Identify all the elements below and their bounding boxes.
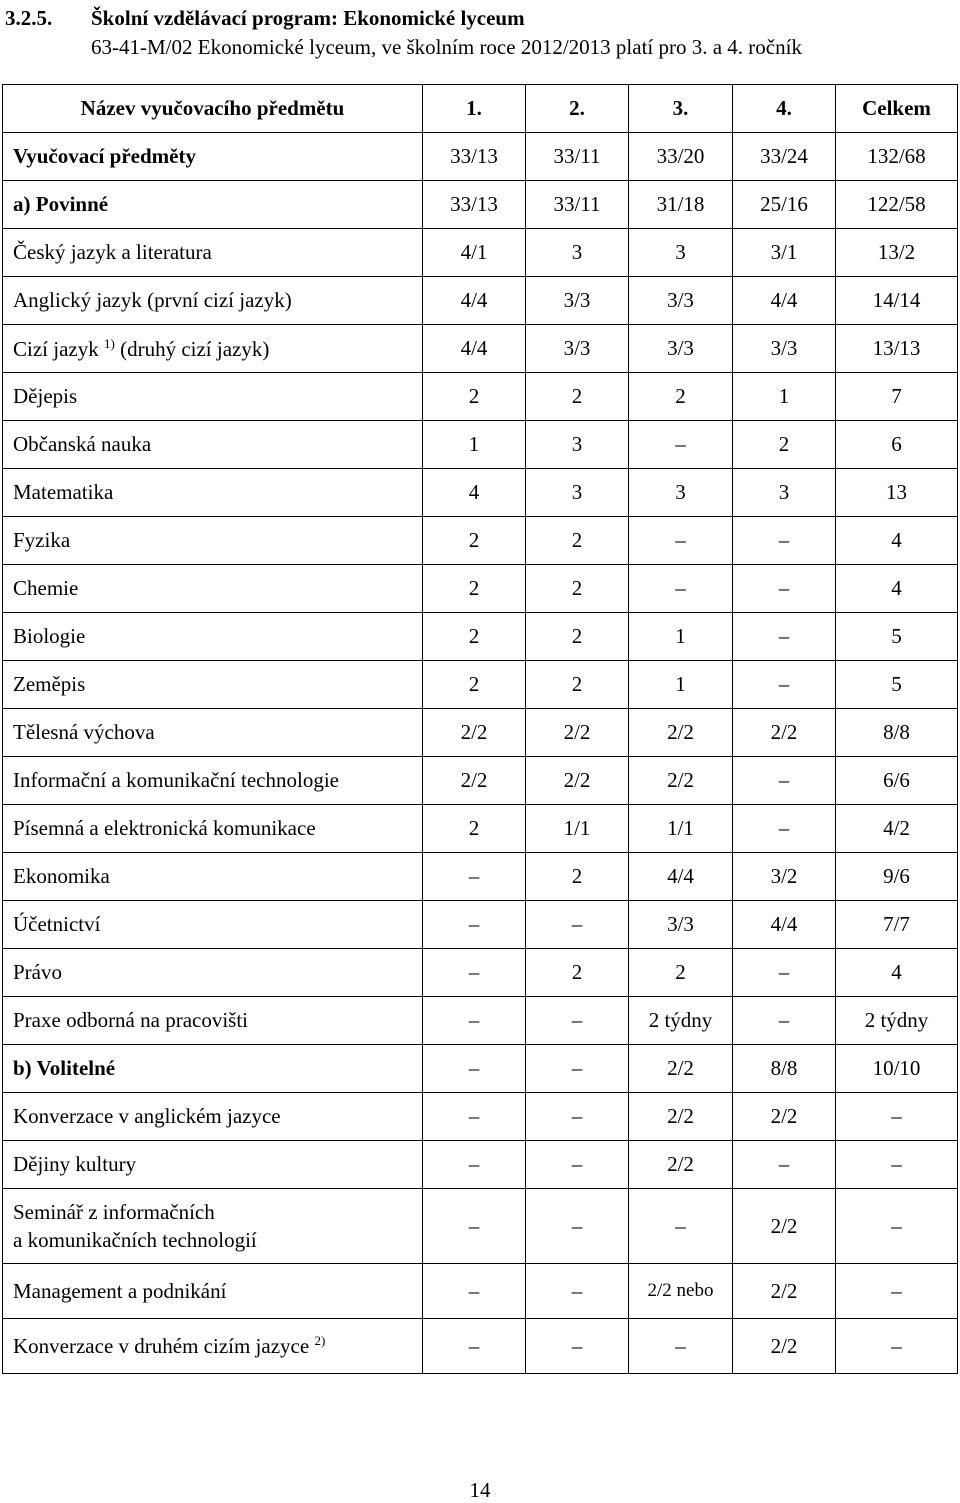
table-row (3, 325, 958, 373)
subject-name (3, 373, 423, 421)
hours-cell: 4/4 (423, 277, 526, 325)
subject-name-text: a) Povinné (13, 192, 109, 216)
hours-cell: 2 (526, 373, 629, 421)
hours-cell: – (526, 901, 629, 949)
subject-name (3, 1319, 423, 1374)
hours-cell: – (836, 1189, 958, 1264)
hours-cell: 8/8 (733, 1045, 836, 1093)
subject-name (3, 181, 423, 229)
subject-name-text: Tělesná výchova (13, 720, 155, 744)
hours-cell: 3 (733, 469, 836, 517)
subject-name (3, 565, 423, 613)
hours-cell: 2 (423, 805, 526, 853)
hours-cell: 2 (526, 613, 629, 661)
hours-cell: 31/18 (629, 181, 733, 229)
section-number: 3.2.5. (5, 6, 53, 30)
subject-name (3, 709, 423, 757)
table-row (3, 1141, 958, 1189)
table-row (3, 181, 958, 229)
hours-cell: 7/7 (836, 901, 958, 949)
hours-cell: – (423, 1045, 526, 1093)
hours-cell: 10/10 (836, 1045, 958, 1093)
hours-cell: 2 (526, 517, 629, 565)
hours-cell: – (733, 805, 836, 853)
hours-cell: 3/3 (526, 325, 629, 373)
hours-cell: – (836, 1141, 958, 1189)
hours-cell: 33/11 (526, 181, 629, 229)
subject-name (3, 1093, 423, 1141)
table-row (3, 661, 958, 709)
hours-cell: – (526, 1264, 629, 1319)
table-row (3, 565, 958, 613)
hours-cell: – (733, 517, 836, 565)
hours-cell: 13/2 (836, 229, 958, 277)
hours-cell: – (629, 1189, 733, 1264)
hours-cell: 33/20 (629, 133, 733, 181)
subject-name-text: Informační a komunikační technologie (13, 768, 339, 792)
subject-name-text: Právo (13, 960, 62, 984)
hours-cell: – (733, 661, 836, 709)
table-row (3, 805, 958, 853)
hours-cell: 3 (526, 469, 629, 517)
hours-cell: 2 týdny (629, 997, 733, 1045)
hours-cell: – (423, 1093, 526, 1141)
subject-name-line2: a komunikačních technologií (13, 1228, 257, 1252)
hours-cell: 3 (629, 229, 733, 277)
header-year-3: 3. (629, 85, 733, 133)
hours-cell: 3/3 (629, 277, 733, 325)
table-row (3, 133, 958, 181)
subject-name (3, 469, 423, 517)
hours-cell: 2/2 (629, 1093, 733, 1141)
hours-cell: 2/2 (629, 709, 733, 757)
hours-cell: 5 (836, 661, 958, 709)
hours-cell: 4/4 (423, 325, 526, 373)
hours-cell: 1 (733, 373, 836, 421)
table-row (3, 1319, 958, 1374)
hours-cell: 6 (836, 421, 958, 469)
subject-name-text: Zeměpis (13, 672, 86, 696)
hours-cell: 2 týdny (836, 997, 958, 1045)
hours-cell: 1/1 (629, 805, 733, 853)
subject-name (3, 997, 423, 1045)
subject-name-text: Fyzika (13, 528, 71, 552)
section-title: Školní vzdělávací program: Ekonomické lyceum (91, 6, 525, 30)
hours-cell: 2/2 (629, 757, 733, 805)
table-row (3, 1093, 958, 1141)
subject-name-text: Český jazyk a literatura (13, 240, 212, 264)
subject-name (3, 1189, 423, 1264)
table-header-row (3, 85, 958, 133)
table-row (3, 1264, 958, 1319)
hours-cell: 4/1 (423, 229, 526, 277)
header-year-1: 1. (423, 85, 526, 133)
subject-name-suffix: (druhý cizí jazyk) (114, 336, 270, 361)
hours-cell: 25/16 (733, 181, 836, 229)
hours-cell: – (836, 1093, 958, 1141)
hours-cell: 2 (423, 661, 526, 709)
hours-cell: – (733, 757, 836, 805)
hours-cell: 2/2 (629, 1045, 733, 1093)
hours-cell: – (423, 853, 526, 901)
hours-cell: 2 (526, 853, 629, 901)
hours-cell: 33/13 (423, 133, 526, 181)
hours-cell: 1/1 (526, 805, 629, 853)
hours-cell: 3/2 (733, 853, 836, 901)
subject-name (3, 133, 423, 181)
subject-name (3, 1045, 423, 1093)
hours-cell: 2 (733, 421, 836, 469)
hours-cell: 5 (836, 613, 958, 661)
hours-cell: 2/2 (526, 709, 629, 757)
hours-cell: 2 (423, 373, 526, 421)
subject-name (3, 277, 423, 325)
page-number: 14 (469, 1478, 491, 1502)
table-row (3, 421, 958, 469)
subject-name-text: Biologie (13, 624, 86, 648)
hours-cell: – (733, 565, 836, 613)
hours-cell: 2 (423, 565, 526, 613)
hours-cell: – (629, 1319, 733, 1374)
hours-cell: 2 (423, 517, 526, 565)
subject-name-text: Konverzace v druhém cizím jazyce (13, 1334, 315, 1358)
hours-cell: – (836, 1319, 958, 1374)
subject-name-text: Občanská nauka (13, 432, 152, 456)
hours-cell: 33/11 (526, 133, 629, 181)
subject-name (3, 613, 423, 661)
hours-cell: 2/2 (733, 709, 836, 757)
hours-cell: – (629, 517, 733, 565)
hours-cell: – (629, 565, 733, 613)
hours-cell: – (629, 421, 733, 469)
hours-cell: 4/4 (629, 853, 733, 901)
subject-name-text: Cizí jazyk (13, 336, 104, 361)
subject-name (3, 229, 423, 277)
hours-cell: 3 (629, 469, 733, 517)
hours-cell: – (526, 1319, 629, 1374)
footnote-mark: 2) (314, 1333, 326, 1348)
subject-name (3, 421, 423, 469)
subject-name-text: Účetnictví (13, 912, 101, 936)
hours-cell: 9/6 (836, 853, 958, 901)
hours-cell: 2/2 (526, 757, 629, 805)
hours-cell: – (733, 997, 836, 1045)
hours-cell: 2 (423, 613, 526, 661)
table-row (3, 517, 958, 565)
table-row (3, 757, 958, 805)
table-row (3, 373, 958, 421)
subject-name (3, 1264, 423, 1319)
hours-cell: 2/2 (629, 1141, 733, 1189)
header-year-2: 2. (526, 85, 629, 133)
hours-cell: 13 (836, 469, 958, 517)
hours-cell: – (423, 901, 526, 949)
hours-cell: – (423, 997, 526, 1045)
subject-name (3, 1141, 423, 1189)
subject-name (3, 853, 423, 901)
hours-cell: 2/2 (733, 1264, 836, 1319)
hours-cell: – (733, 613, 836, 661)
subject-name (3, 901, 423, 949)
hours-cell: 2 (526, 565, 629, 613)
hours-cell: 2/2 (733, 1093, 836, 1141)
subject-name-text: Písemná a elektronická komunikace (13, 816, 316, 840)
hours-cell: 1 (629, 661, 733, 709)
hours-cell: 2 (526, 661, 629, 709)
hours-cell: 1 (423, 421, 526, 469)
hours-cell: 3/3 (526, 277, 629, 325)
hours-cell: 2/2 (733, 1319, 836, 1374)
table-row (3, 1189, 958, 1264)
hours-cell: 1 (629, 613, 733, 661)
curriculum-table (2, 84, 958, 1374)
hours-cell: 4 (836, 565, 958, 613)
subject-name-text: Anglický jazyk (první cizí jazyk) (13, 288, 292, 312)
hours-cell: – (423, 1319, 526, 1374)
hours-cell: 4 (423, 469, 526, 517)
hours-cell: – (526, 1189, 629, 1264)
subject-name-text: Matematika (13, 480, 114, 504)
hours-cell: 2/2 (733, 1189, 836, 1264)
table-row (3, 229, 958, 277)
hours-cell: 2/2 (423, 709, 526, 757)
subject-name-text: b) Volitelné (13, 1056, 116, 1080)
subject-name-text: Management a podnikání (13, 1278, 227, 1303)
hours-cell: – (423, 1141, 526, 1189)
hours-cell: – (423, 949, 526, 997)
subject-name (3, 661, 423, 709)
hours-cell: – (836, 1264, 958, 1319)
hours-cell: 13/13 (836, 325, 958, 373)
header-subject: Název vyučovacího předmětu (3, 85, 423, 133)
subject-name (3, 517, 423, 565)
hours-cell: 33/24 (733, 133, 836, 181)
hours-cell: – (526, 1141, 629, 1189)
table-row (3, 709, 958, 757)
hours-cell: – (733, 949, 836, 997)
subject-name (3, 757, 423, 805)
hours-cell: 4 (836, 517, 958, 565)
hours-cell: 14/14 (836, 277, 958, 325)
hours-cell: – (423, 1264, 526, 1319)
subject-name-text: Praxe odborná na pracovišti (13, 1008, 249, 1032)
table-body (3, 133, 958, 1374)
footnote-mark: 1) (103, 335, 115, 351)
hours-cell: 2 (629, 949, 733, 997)
subject-name-text: Chemie (13, 576, 79, 600)
header-year-4: 4. (733, 85, 836, 133)
hours-cell: 2 (629, 373, 733, 421)
hours-cell: 4/4 (733, 901, 836, 949)
header-total: Celkem (836, 85, 958, 133)
table-row (3, 613, 958, 661)
section-subtitle: 63-41-M/02 Ekonomické lyceum, ve školním roce 2012/2013 platí pro 3. a 4. ročník (91, 35, 802, 59)
hours-cell: 4/2 (836, 805, 958, 853)
subject-name-text: Dějepis (13, 384, 78, 408)
hours-cell: – (423, 1189, 526, 1264)
subject-name-text: Seminář z informačních (13, 1200, 215, 1224)
table-row (3, 1045, 958, 1093)
hours-cell: 132/68 (836, 133, 958, 181)
section-heading (5, 5, 525, 31)
hours-cell: – (733, 1141, 836, 1189)
hours-cell: 8/8 (836, 709, 958, 757)
subject-name-text: Konverzace v anglickém jazyce (13, 1104, 281, 1128)
table-row (3, 997, 958, 1045)
subject-name-text: Ekonomika (13, 864, 110, 888)
hours-cell: 122/58 (836, 181, 958, 229)
table-row (3, 901, 958, 949)
table-row (3, 949, 958, 997)
table-row (3, 277, 958, 325)
hours-cell: 3/1 (733, 229, 836, 277)
subject-name (3, 949, 423, 997)
table-row (3, 469, 958, 517)
hours-cell: 3/3 (733, 325, 836, 373)
table-row (3, 853, 958, 901)
subject-name (3, 325, 423, 373)
hours-cell: 3/3 (629, 901, 733, 949)
hours-cell: 4 (836, 949, 958, 997)
hours-cell: 33/13 (423, 181, 526, 229)
hours-cell: 6/6 (836, 757, 958, 805)
subject-name-text: Dějiny kultury (13, 1152, 137, 1176)
subject-name-text: Vyučovací předměty (13, 144, 196, 168)
hours-cell: 2/2 (423, 757, 526, 805)
hours-cell: – (526, 1093, 629, 1141)
hours-cell: – (526, 997, 629, 1045)
subject-name (3, 805, 423, 853)
hours-cell: 3/3 (629, 325, 733, 373)
hours-cell: 4/4 (733, 277, 836, 325)
hours-cell: 7 (836, 373, 958, 421)
hours-cell: 3 (526, 421, 629, 469)
hours-cell: 2/2 nebo (629, 1264, 733, 1319)
hours-cell: – (526, 1045, 629, 1093)
hours-cell: 3 (526, 229, 629, 277)
hours-cell: 2 (526, 949, 629, 997)
